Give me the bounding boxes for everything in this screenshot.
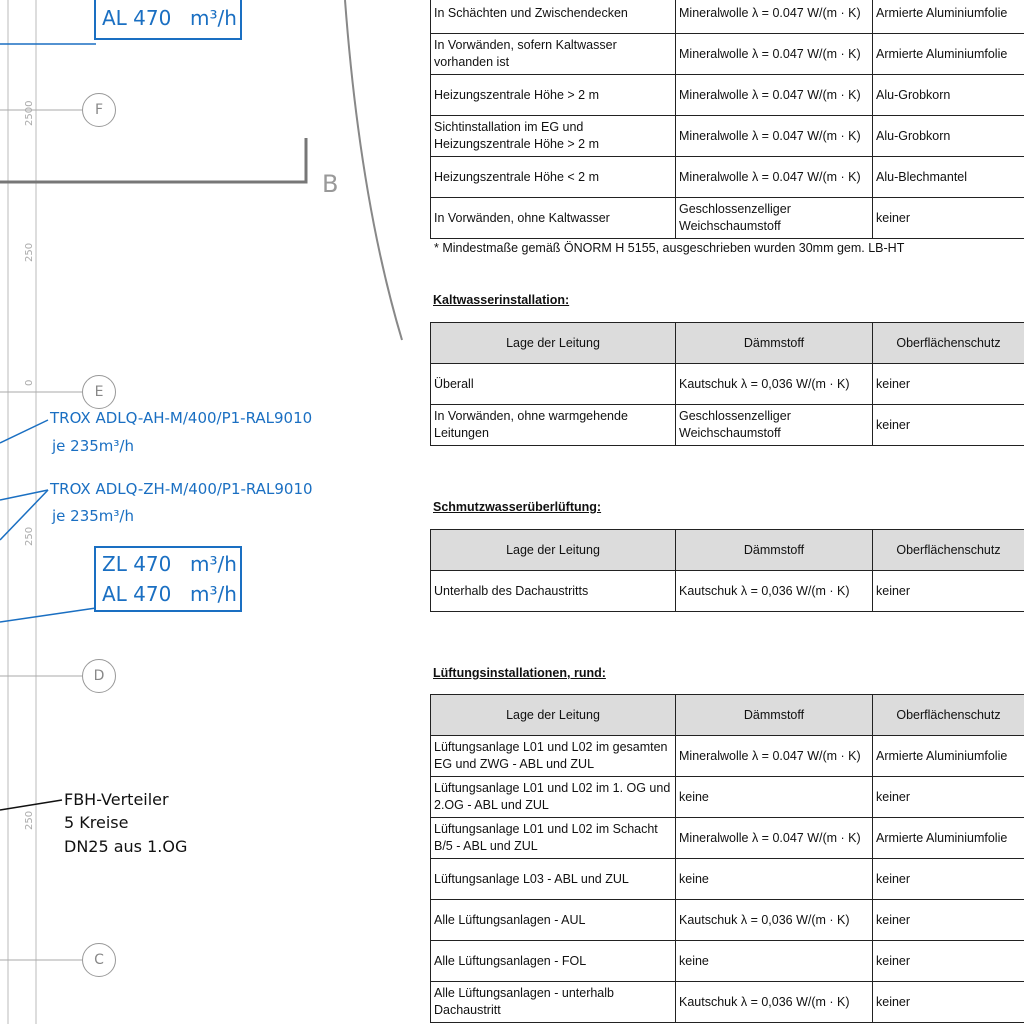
insulation-cell: Geschlossenzelliger Weichschaumstoff [676,405,873,446]
table-row [431,941,1024,982]
section-title-waste-water: Schmutzwasserüberlüftung: [433,500,602,514]
ventilation-table [430,694,1024,1023]
location-cell: In Vorwänden, ohne warmgehende Leitungen [431,405,676,446]
surface-cell: keiner [873,364,1024,405]
surface-cell: Alu-Grobkorn [873,75,1024,116]
table-row [431,777,1024,818]
location-cell: Sichtinstallation im EG und Heizungszentrale Höhe > 2 m [431,116,676,157]
table-row [431,982,1024,1023]
trox-model-label: TROX ADLQ-AH-M/400/P1-RAL9010 [50,409,313,427]
table-row [431,818,1024,859]
header-location: Lage der Leitung [431,530,676,571]
location-cell: Heizungszentrale Höhe > 2 m [431,75,676,116]
air-flow-unit: m³/h [190,582,237,606]
location-cell: Lüftungsanlage L01 und L02 im Schacht B/5 - ABL und ZUL [431,818,676,859]
trox-flow-label: je 235m³/h [52,437,134,455]
air-flow-label: ZL 470 [102,552,172,576]
table-row [431,157,1024,198]
table-row [431,900,1024,941]
surface-cell: Alu-Blechmantel [873,157,1024,198]
table-row [431,405,1024,446]
insulation-cell: Mineralwolle λ = 0.047 W/(m · K) [676,75,873,116]
location-cell: Alle Lüftungsanlagen - FOL [431,941,676,982]
fbh-label-line: 5 Kreise [64,813,129,832]
location-cell: In Schächten und Zwischendecken [431,0,676,34]
grid-axis-d: D [82,659,116,693]
table-row [431,364,1024,405]
insulation-cell: Kautschuk λ = 0,036 W/(m · K) [676,982,873,1023]
air-flow-box-1 [94,0,242,40]
air-flow-unit: m³/h [190,552,237,576]
fbh-label-line: DN25 aus 1.OG [64,837,188,856]
table-row [431,34,1024,75]
table-header-row [431,323,1024,364]
location-cell: Lüftungsanlage L01 und L02 im gesamten EG und ZWG - ABL und ZUL [431,736,676,777]
location-cell: Lüftungsanlage L03 - ABL und ZUL [431,859,676,900]
section-title-cold-water: Kaltwasserinstallation: [433,293,570,307]
surface-cell: Armierte Aluminiumfolie [873,818,1024,859]
location-cell: In Vorwänden, sofern Kaltwasser vorhanden ist [431,34,676,75]
insulation-cell: Mineralwolle λ = 0.047 W/(m · K) [676,0,873,34]
header-insulation: Dämmstoff [676,695,873,736]
surface-cell: Alu-Grobkorn [873,116,1024,157]
insulation-cell: keine [676,777,873,818]
insulation-cell: Mineralwolle λ = 0.047 W/(m · K) [676,116,873,157]
insulation-cell: Mineralwolle λ = 0.047 W/(m · K) [676,157,873,198]
floor-plan-drawing [0,0,430,1024]
table-header-row [431,530,1024,571]
table-row [431,571,1024,612]
surface-cell: Armierte Aluminiumfolie [873,736,1024,777]
dimension-text: 250 [24,810,35,830]
section-title-ventilation: Lüftungsinstallationen, rund: [433,666,606,680]
heating-table [430,0,1024,239]
table-row [431,736,1024,777]
insulation-cell: keine [676,859,873,900]
footnote: * Mindestmaße gemäß ÖNORM H 5155, ausgeschrieben wurden 30mm gem. LB-HT [434,241,905,255]
header-location: Lage der Leitung [431,323,676,364]
insulation-cell: Kautschuk λ = 0,036 W/(m · K) [676,571,873,612]
location-cell: In Vorwänden, ohne Kaltwasser [431,198,676,239]
insulation-cell: keine [676,941,873,982]
surface-cell: keiner [873,859,1024,900]
dimension-text: 250 [24,242,35,262]
air-flow-label: AL 470 [102,582,172,606]
table-row [431,0,1024,34]
insulation-cell: Mineralwolle λ = 0.047 W/(m · K) [676,34,873,75]
cold-water-table [430,322,1024,446]
table-row [431,116,1024,157]
insulation-cell: Mineralwolle λ = 0.047 W/(m · K) [676,736,873,777]
header-surface: Oberflächenschutz [873,695,1024,736]
waste-water-table [430,529,1024,612]
surface-cell: keiner [873,405,1024,446]
surface-cell: Armierte Aluminiumfolie [873,34,1024,75]
surface-cell: keiner [873,777,1024,818]
location-cell: Lüftungsanlage L01 und L02 im 1. OG und 2.OG - ABL und ZUL [431,777,676,818]
grid-axis-e: E [82,375,116,409]
surface-cell: keiner [873,982,1024,1023]
header-surface: Oberflächenschutz [873,530,1024,571]
location-cell: Heizungszentrale Höhe < 2 m [431,157,676,198]
location-cell: Alle Lüftungsanlagen - AUL [431,900,676,941]
surface-cell: keiner [873,571,1024,612]
header-surface: Oberflächenschutz [873,323,1024,364]
surface-cell: Armierte Aluminiumfolie [873,0,1024,34]
air-flow-line [102,6,237,30]
surface-cell: keiner [873,900,1024,941]
fbh-label-line: FBH-Verteiler [64,790,169,809]
header-insulation: Dämmstoff [676,530,873,571]
insulation-cell: Kautschuk λ = 0,036 W/(m · K) [676,364,873,405]
trox-model-label: TROX ADLQ-ZH-M/400/P1-RAL9010 [50,480,313,498]
table-row [431,198,1024,239]
surface-cell: keiner [873,198,1024,239]
table-header-row [431,695,1024,736]
air-flow-box-2 [94,546,242,612]
dimension-text: 0 [24,379,35,386]
table-row [431,75,1024,116]
insulation-spec-document [430,0,1024,1024]
dimension-text: 2500 [24,100,35,126]
section-mark: B [322,170,339,198]
dimension-text: 250 [24,526,35,546]
insulation-cell: Mineralwolle λ = 0.047 W/(m · K) [676,818,873,859]
grid-axis-f: F [82,93,116,127]
location-cell: Überall [431,364,676,405]
air-flow-label: AL 470 [102,6,172,30]
grid-axis-c: C [82,943,116,977]
header-location: Lage der Leitung [431,695,676,736]
table-row [431,859,1024,900]
air-flow-line [102,582,237,606]
insulation-cell: Kautschuk λ = 0,036 W/(m · K) [676,900,873,941]
surface-cell: keiner [873,941,1024,982]
air-flow-unit: m³/h [190,6,237,30]
trox-flow-label: je 235m³/h [52,507,134,525]
header-insulation: Dämmstoff [676,323,873,364]
location-cell: Alle Lüftungsanlagen - unterhalb Dachaustritt [431,982,676,1023]
location-cell: Unterhalb des Dachaustritts [431,571,676,612]
insulation-cell: Geschlossenzelliger Weichschaumstoff [676,198,873,239]
air-flow-line [102,552,237,576]
